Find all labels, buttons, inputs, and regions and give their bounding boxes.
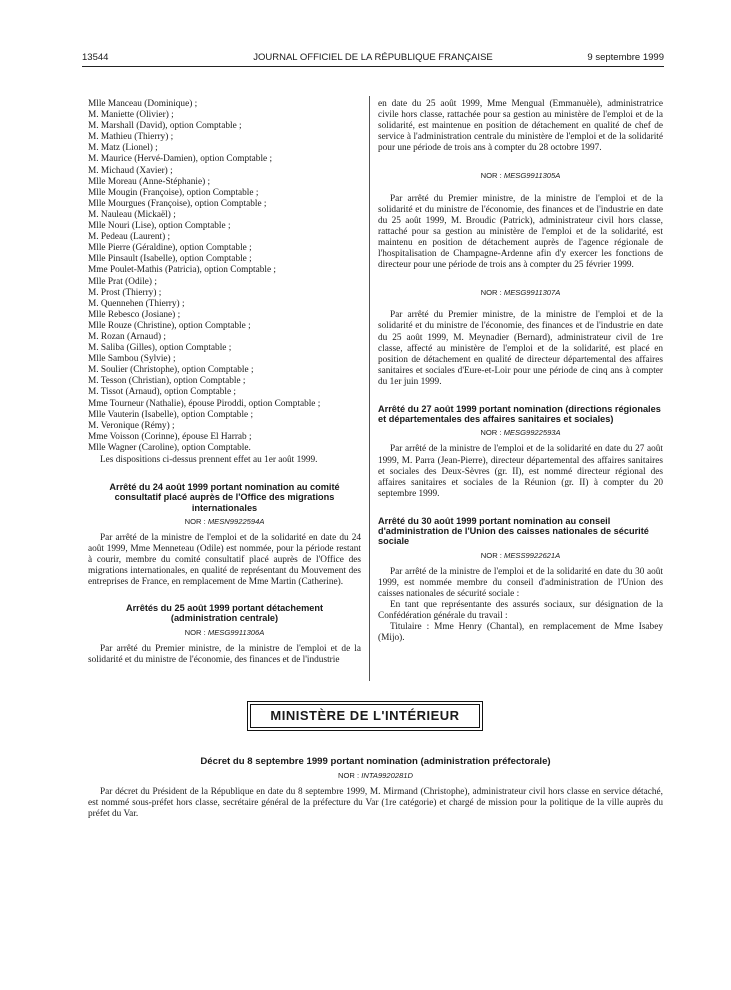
list-item: M. Saliba (Gilles), option Comptable ; bbox=[88, 343, 232, 354]
arrete-27-title: Arrêté du 27 août 1999 portant nomination (directions régionales et départementales des affaires sanitaires et sociales) bbox=[378, 403, 661, 425]
list-item: M. Prost (Thierry) ; bbox=[88, 287, 162, 298]
left-column bbox=[88, 99, 361, 666]
list-item: M. Pedeau (Laurent) ; bbox=[88, 232, 171, 243]
decret-section bbox=[88, 757, 663, 821]
nor-label: NOR : bbox=[480, 428, 502, 438]
ministry-banner: MINISTÈRE DE L'INTÉRIEUR bbox=[250, 704, 480, 728]
list-item: M. Marshall (David), option Comptable ; bbox=[88, 121, 242, 132]
list-item: Mlle Sambou (Sylvie) ; bbox=[88, 354, 176, 365]
list-item: M. Quennehen (Thierry) ; bbox=[88, 298, 185, 309]
list-item: Mlle Mougin (Françoise), option Comptable ; bbox=[88, 187, 259, 198]
mengual-continuation: en date du 25 août 1999, Mme Mengual (Emmanuèle), administratrice civile hors classe, rattachée pour sa gestion au ministère de l'emploi et de la solidarité, est maintenue en position de détachement en qualité de chef de service à l'administration centrale du ministère de l'emploi et de la solidarité pour une période de trois ans à compter du 28 octobre 1997. bbox=[378, 99, 663, 154]
nor-reference bbox=[378, 170, 663, 181]
nor-code: MESG9911305A bbox=[503, 171, 561, 181]
list-item: Mlle Moreau (Anne-Stéphanie) ; bbox=[88, 176, 211, 187]
list-item: M. Tissot (Arnaud), option Comptable ; bbox=[88, 387, 236, 398]
nor-code: MESG9911306A bbox=[207, 627, 265, 637]
nor-label: NOR : bbox=[480, 550, 502, 560]
right-column bbox=[378, 99, 663, 644]
header-rule bbox=[82, 66, 664, 67]
arrete-30-titulaire: Titulaire : Mme Henry (Chantal), en remplacement de Mme Isabey (Mijo). bbox=[378, 622, 663, 644]
list-item: Mme Voisson (Corinne), épouse El Harrab ; bbox=[88, 431, 252, 442]
meynadier-paragraph: Par arrêté du Premier ministre, de la ministre de l'emploi et de la solidarité et du ministre de l'économie, des finances et de l'industrie en date du 25 août 1999, M. Meynadier (Bernard), administrateur civil de 1re classe, affecté au ministère de l'emploi et de la solidarité, est placé en position de détachement en qualité de directeur départemental des affaires sanitaires et sociales d'Eure-et-Loir pour une période de cinq ans à compter du 1er juin 1999. bbox=[378, 310, 663, 387]
effect-note: Les dispositions ci-dessus prennent effet au 1er août 1999. bbox=[100, 455, 318, 465]
list-item: M. Maurice (Hervé-Damien), option Comptable ; bbox=[88, 154, 273, 165]
list-item: Mlle Pierre (Géraldine), option Comptable ; bbox=[88, 243, 252, 254]
list-item: M. Veronique (Rémy) ; bbox=[88, 420, 175, 431]
list-item: Mlle Prat (Odile) ; bbox=[88, 276, 157, 287]
list-item: Mlle Pinsault (Isabelle), option Comptable ; bbox=[88, 254, 252, 265]
arrete-30-title: Arrêté du 30 août 1999 portant nomination au conseil d'administration de l'Union des caisses nationales de sécurité sociale bbox=[378, 515, 649, 547]
list-item: Mme Tourneur (Nathalie), épouse Piroddi, option Comptable ; bbox=[88, 398, 321, 409]
list-item: Mlle Wagner (Caroline), option Comptable. bbox=[88, 442, 251, 453]
broudic-paragraph: Par arrêté du Premier ministre, de la ministre de l'emploi et de la solidarité et du ministre de l'économie, des finances et de l'industrie en date du 25 août 1999, M. Broudic (Patrick), administrateur civil hors classe, rattaché pour sa gestion au ministère de l'emploi et de la solidarité, est maintenu en position de détachement auprès de l'agence régionale de l'hospitalisation de Champagne-Ardenne afin d'y exercer les fonctions de directeur pour une période de trois ans à compter du 25 février 1999. bbox=[378, 193, 663, 271]
nor-code: MESG9922593A bbox=[503, 428, 561, 438]
list-item: Mlle Manceau (Dominique) ; bbox=[88, 99, 198, 109]
nominee-list bbox=[88, 99, 361, 454]
page-header bbox=[82, 52, 664, 66]
nor-code: INTA9920281D bbox=[361, 771, 413, 781]
nor-label: NOR : bbox=[184, 627, 206, 637]
nor-label: NOR : bbox=[480, 171, 502, 181]
nor-code: MESN9922594A bbox=[207, 516, 265, 526]
arrete-24-text: Par arrêté de la ministre de l'emploi et de la solidarité en date du 24 août 1999, Mme Menneteau (Odile) est nommée, pour la période restant à courir, membre du comité consultatif placé auprès de l'Office des migrations internationales, en qualité de représentant du Mouvement des entreprises de France, en remplacement de Mme Martin (Catherine). bbox=[88, 532, 361, 588]
arrete-30-designation: En tant que représentante des assurés sociaux, sur désignation de la Confédération générale du travail : bbox=[378, 599, 663, 622]
page-number: 13544 bbox=[82, 52, 109, 63]
list-item: M. Rozan (Arnaud) ; bbox=[88, 331, 166, 342]
arrete-27-text: Par arrêté de la ministre de l'emploi et de la solidarité en date du 27 août 1999, M. Parra (Jean-Pierre), directeur départemental des affaires sanitaires et sociales des Deux-Sèvres (gr. II), est nommé directeur régional des affaires sanitaires et sociales de la Réunion (gr. II) à compter du 20 septembre 1999. bbox=[378, 444, 663, 499]
list-item: Mme Poulet-Mathis (Patricia), option Comptable ; bbox=[88, 265, 276, 276]
nor-code: MESG9911307A bbox=[503, 288, 561, 298]
list-item: M. Soulier (Christophe), option Comptable ; bbox=[88, 365, 254, 376]
list-item: M. Maniette (Olivier) ; bbox=[88, 110, 174, 121]
list-item: Mlle Mourgues (Françoise), option Comptable ; bbox=[88, 198, 267, 209]
nor-label: NOR : bbox=[184, 516, 206, 526]
nor-label: NOR : bbox=[480, 288, 502, 298]
nor-reference bbox=[88, 627, 361, 638]
nor-reference bbox=[378, 427, 663, 438]
list-item: M. Nauleau (Mickaël) ; bbox=[88, 209, 176, 220]
list-item: M. Matz (Lionel) ; bbox=[88, 143, 158, 154]
arretes-25-text: Par arrêté du Premier ministre, de la ministre de l'emploi et de la solidarité et du ministre de l'économie, des finances et de l'industrie bbox=[88, 643, 361, 665]
nor-reference bbox=[378, 287, 663, 298]
arrete-30-text: Par arrêté de la ministre de l'emploi et de la solidarité en date du 30 août 1999, est nommée membre du conseil d'administration de l'Union des caisses nationales de sécurité sociale : bbox=[378, 566, 663, 599]
arretes-25-title: Arrêtés du 25 août 1999 portant détachement (administration centrale) bbox=[125, 603, 324, 624]
nor-label: NOR : bbox=[337, 771, 360, 781]
list-item: M. Michaud (Xavier) ; bbox=[88, 165, 173, 176]
list-item: Mlle Rebesco (Josiane) ; bbox=[88, 309, 181, 320]
list-item: Mlle Rouze (Christine), option Comptable ; bbox=[88, 320, 251, 331]
list-item: M. Mathieu (Thierry) ; bbox=[88, 132, 174, 143]
column-divider bbox=[369, 96, 370, 681]
nor-reference bbox=[88, 516, 361, 527]
list-item: Mlle Nouri (Lise), option Comptable ; bbox=[88, 221, 231, 232]
list-item: Mlle Vauterin (Isabelle), option Comptable ; bbox=[88, 409, 254, 420]
nor-reference bbox=[378, 550, 663, 561]
list-item: M. Tesson (Christian), option Comptable ; bbox=[88, 376, 246, 387]
journal-title: JOURNAL OFFICIEL DE LA RÉPUBLIQUE FRANÇAISE bbox=[253, 52, 493, 63]
nor-reference bbox=[88, 770, 663, 781]
publication-date: 9 septembre 1999 bbox=[587, 52, 664, 63]
decret-text: Par décret du Président de la République en date du 8 septembre 1999, M. Mirmand (Christophe), administrateur civil hors classe en service détaché, est nommé sous-préfet hors classe, secrétaire général de la préfecture du Var (1re catégorie) et chargé de mission pour la politique de la ville auprès du préfet du Var. bbox=[88, 787, 663, 820]
nor-code: MESS9922621A bbox=[504, 550, 561, 560]
decret-title: Décret du 8 septembre 1999 portant nomination (administration préfectorale) bbox=[200, 756, 551, 767]
arrete-24-title: Arrêté du 24 août 1999 portant nomination au comité consultatif placé auprès de l'Office des migrations internationales bbox=[109, 482, 340, 513]
